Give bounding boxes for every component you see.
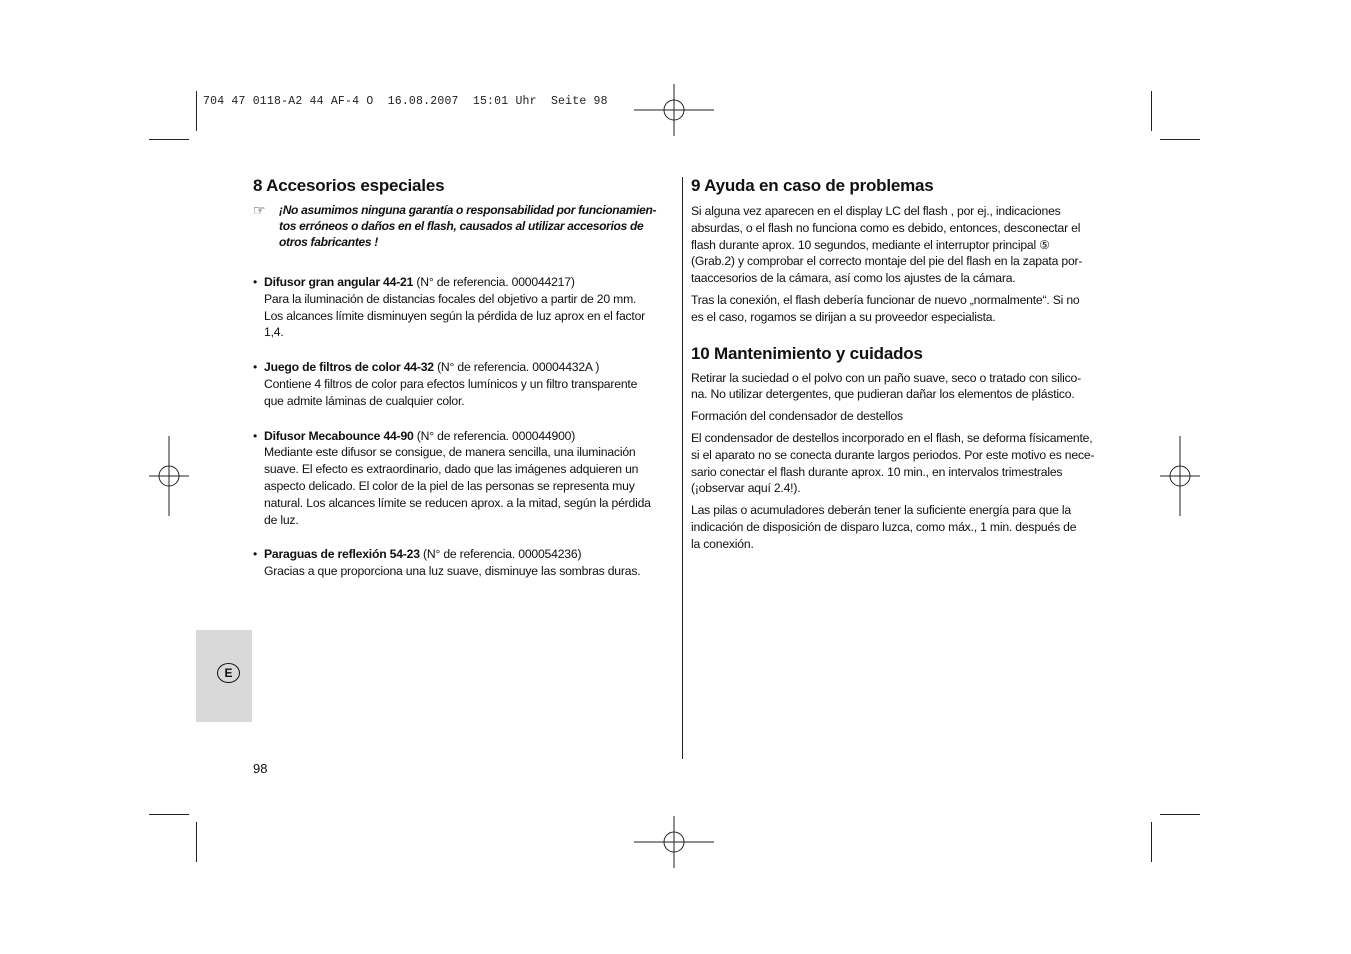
print-header: 704 47 0118-A2 44 AF-4 O 16.08.2007 15:01 Uhr Seite 98 (203, 95, 608, 108)
accessory-title: Juego de filtros de color 44-32 (264, 360, 434, 375)
warning-note (253, 202, 678, 250)
paragraph-line: na. No utilizar detergentes, que pudieran dañar los elementos de plástico. (691, 387, 1075, 402)
registration-mark-icon (634, 70, 714, 150)
accessory-line: Para la iluminación de distancias focales del objetivo a partir de 20 mm. (264, 291, 637, 306)
crop-mark (149, 139, 189, 140)
left-column (253, 176, 678, 580)
section-heading: 9 Ayuda en caso de problemas (691, 176, 934, 195)
registration-mark-icon (129, 436, 209, 516)
accessory-item (253, 274, 678, 341)
accessory-line: Gracias a que proporciona una luz suave, disminuye las sombras duras. (264, 564, 641, 579)
paragraph-line: El condensador de destellos incorporado en el flash, se deforma físicamente, (691, 430, 1093, 445)
note-line: tos erróneos o daños en el flash, causados al utilizar accesorios de (279, 219, 644, 233)
crop-mark (149, 814, 189, 815)
language-badge: E (217, 663, 240, 683)
paragraph-line: Formación del condensador de destellos (691, 409, 903, 424)
crop-mark (196, 822, 197, 862)
paragraph-line: Si alguna vez aparecen en el display LC del flash , por ej., indicaciones (691, 204, 1061, 218)
paragraph (691, 203, 1116, 287)
accessory-item (253, 428, 678, 529)
bullet: • (253, 547, 258, 562)
paragraph-line: (Grab.2) y comprobar el correcto montaje del pie del flash en la zapata por- (691, 254, 1083, 269)
language-tab (196, 630, 252, 722)
paragraph-line: flash durante aprox. 10 segundos, mediante el interruptor principal ⑤ (691, 237, 1050, 252)
paragraph-line: sario conectar el flash durante aprox. 10 min., en intervalos trimestrales (691, 464, 1063, 479)
accessory-line: suave. El efecto es extraordinario, dado que las imágenes adquieren un (264, 462, 639, 477)
paragraph (691, 430, 1116, 497)
paragraph-line: absurdas, o el flash no funciona como es debido, entonces, desconectar el (691, 220, 1081, 235)
paragraph-line: Retirar la suciedad o el polvo con un paño suave, seco o tratado con silico- (691, 370, 1081, 385)
bullet: • (253, 275, 258, 289)
accessory-line: Los alcances límite disminuyen según la pérdida de luz aprox en el factor (264, 308, 646, 323)
crop-mark (1151, 91, 1152, 131)
column-divider (682, 177, 683, 759)
note-text (279, 202, 656, 250)
note-line: ¡No asumimos ninguna garantía o responsabilidad por funcionamien- (279, 203, 657, 217)
section-heading: 8 Accesorios especiales (253, 176, 445, 195)
pointing-hand-icon: ☞ (253, 202, 266, 218)
accessory-item (253, 359, 678, 409)
accessory-line: natural. Los alcances límite se reducen aprox. a la mitad, según la pérdida (264, 495, 651, 510)
accessory-item (253, 546, 678, 580)
paragraph (691, 408, 1116, 425)
paragraph (691, 370, 1116, 404)
accessory-line: aspecto delicado. El color de la piel de las personas se representa muy (264, 478, 635, 493)
paragraph (691, 502, 1116, 552)
paragraph-line: Tras la conexión, el flash debería funcionar de nuevo „normalmente“. Si no (691, 292, 1080, 307)
accessory-ref: (N° de referencia. 00004432A ) (433, 360, 600, 375)
paragraph-line: Las pilas o acumuladores deberán tener la suficiente energía para que la (691, 503, 1071, 518)
paragraph-line: indicación de disposición de disparo luzca, como máx., 1 min. después de (691, 519, 1077, 534)
accessory-line: que admite láminas de cualquier color. (264, 393, 465, 408)
page-number: 98 (253, 761, 268, 776)
accessory-ref: (N° de referencia. 000044217) (413, 275, 575, 289)
section-heading: 10 Mantenimiento y cuidados (691, 343, 923, 363)
crop-mark (196, 91, 197, 131)
bullet: • (253, 360, 258, 375)
crop-mark (1160, 139, 1200, 140)
crop-mark (1151, 822, 1152, 862)
paragraph (691, 292, 1116, 326)
crop-mark (1160, 814, 1200, 815)
accessory-title: Difusor gran angular 44-21 (264, 275, 414, 289)
accessory-line: Contiene 4 filtros de color para efectos lumínicos y un filtro transparente (264, 376, 638, 391)
paragraph-line: (¡observar aquí 2.4!). (691, 481, 801, 496)
paragraph-line: taaccesorios de la cámara, así como los ajustes de la cámara. (691, 271, 1016, 286)
paragraph-line: la conexión. (691, 536, 754, 551)
accessory-line: 1,4. (264, 325, 284, 340)
accessory-line: Mediante este difusor se consigue, de manera sencilla, una iluminación (264, 445, 636, 460)
registration-mark-icon (1140, 436, 1220, 516)
accessory-ref: (N° de referencia. 000044900) (413, 428, 576, 443)
right-column (691, 176, 1116, 553)
accessory-title: Paraguas de reflexión 54-23 (264, 547, 420, 562)
registration-mark-icon (634, 802, 714, 882)
accessory-line: de luz. (264, 512, 299, 527)
bullet: • (253, 428, 258, 443)
paragraph-line: si el aparato no se conecta durante largos periodos. Por este motivo es nece- (691, 447, 1095, 462)
accessory-ref: (N° de referencia. 000054236) (419, 547, 582, 562)
accessory-title: Difusor Mecabounce 44-90 (264, 428, 414, 443)
note-line: otros fabricantes ! (279, 235, 378, 249)
paragraph-line: es el caso, rogamos se dirijan a su proveedor especialista. (691, 309, 996, 324)
